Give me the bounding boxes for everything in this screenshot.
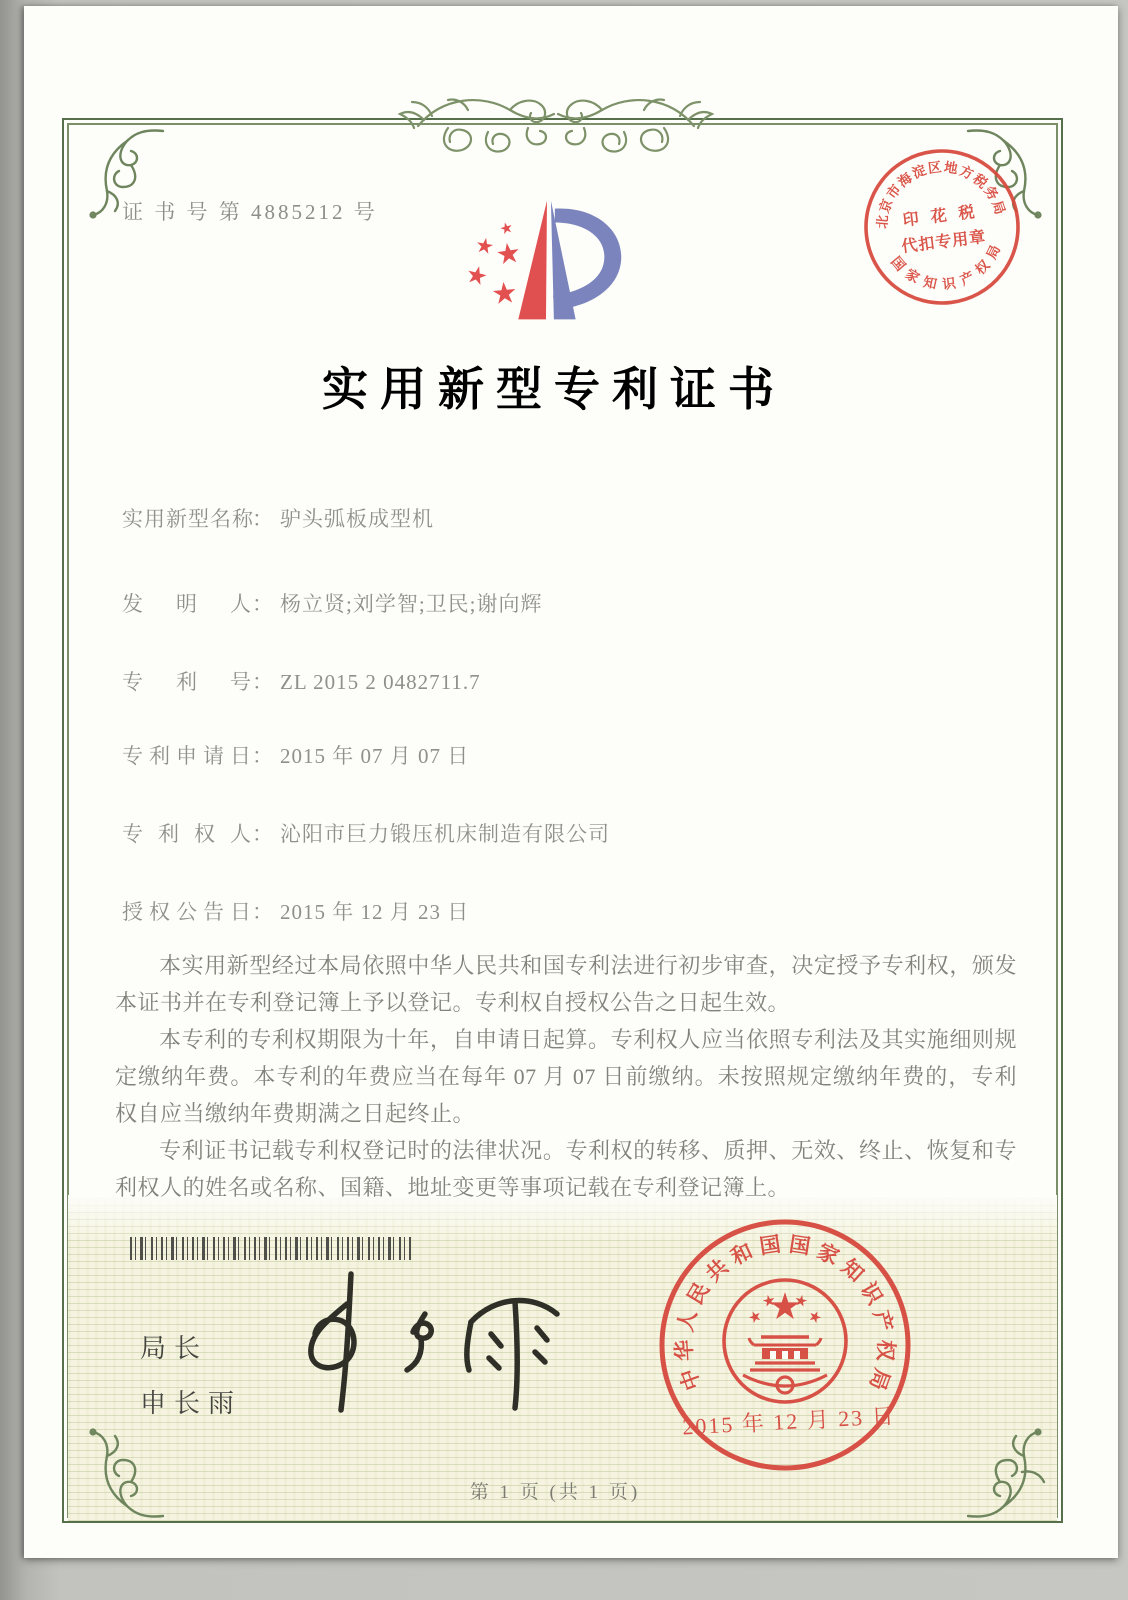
cnipa-seal xyxy=(653,1213,917,1477)
field-label: 专利权人 xyxy=(122,822,252,846)
svg-text:权: 权 xyxy=(972,257,993,278)
field-label: 专利号 xyxy=(122,670,252,694)
svg-text:人: 人 xyxy=(673,1307,702,1334)
svg-text:家: 家 xyxy=(902,266,923,286)
certificate-title: 实用新型专利证书 xyxy=(322,364,786,415)
field-label: 发明人 xyxy=(122,592,252,616)
svg-text:方: 方 xyxy=(957,162,976,183)
field-value: ZL 2015 2 0482711.7 xyxy=(280,670,481,694)
field-utility-model-name xyxy=(122,503,434,533)
field-grant-date xyxy=(122,896,469,926)
svg-text:和: 和 xyxy=(727,1238,757,1270)
field-colon: ： xyxy=(252,822,274,846)
page-number: 第 1 页 (共 1 页) xyxy=(469,1482,641,1503)
field-label: 授权公告日 xyxy=(122,900,252,924)
field-colon: ： xyxy=(252,592,274,616)
signer-name: 申长雨 xyxy=(140,1388,243,1418)
svg-text:华: 华 xyxy=(671,1339,697,1362)
svg-text:民: 民 xyxy=(682,1278,715,1309)
commissioner-signature xyxy=(275,1262,585,1417)
svg-text:地: 地 xyxy=(943,159,959,177)
tax-stamp xyxy=(850,135,1035,320)
field-value: 2015 年 12 月 23 日 xyxy=(280,900,470,924)
signer-block xyxy=(140,1328,242,1438)
paragraph-term-fees: 本专利的专利权期限为十年，自申请日起算。专利权人应当依照专利法及其实施细则规定缴纳年费。本专利的年费应当在每年 07 月 07 日前缴纳。未按照规定缴纳年费的，专利权自应当缴纳年费期满之日起终止。 xyxy=(115,1027,1017,1126)
svg-text:市: 市 xyxy=(883,181,904,202)
field-colon: ： xyxy=(252,507,274,531)
seal-date: 2015 年 12 月 23 日 xyxy=(681,1403,897,1440)
field-patent-number xyxy=(122,666,481,696)
paragraph-register: 专利证书记载专利权登记时的法律状况。专利权的转移、质押、无效、终止、恢复和专利权人的姓名或名称、国籍、地址变更等事项记载在专利登记簿上。 xyxy=(115,1138,1017,1200)
svg-text:产: 产 xyxy=(868,1307,897,1334)
svg-text:务: 务 xyxy=(981,183,1002,203)
national-emblem-icon xyxy=(724,1280,846,1402)
field-label: 专利申请日 xyxy=(122,744,252,768)
field-patentee xyxy=(122,818,610,848)
svg-text:识: 识 xyxy=(941,275,957,293)
signer-title: 局长 xyxy=(140,1333,209,1363)
certificate-page xyxy=(24,6,1118,1558)
svg-text:局: 局 xyxy=(864,1365,895,1394)
field-filing-date xyxy=(122,740,469,770)
svg-text:产: 产 xyxy=(957,268,977,289)
svg-text:识: 识 xyxy=(855,1278,888,1309)
svg-text:权: 权 xyxy=(873,1339,899,1362)
paragraph-grant: 本实用新型经过本局依照中华人民共和国专利法进行初步审查，决定授予专利权，颁发本证书并在专利登记簿上予以登记。专利权自授权公告之日起生效。 xyxy=(115,953,1017,1015)
svg-text:知: 知 xyxy=(836,1254,869,1287)
svg-text:国: 国 xyxy=(757,1232,783,1259)
field-value: 杨立贤;刘学智;卫民;谢向辉 xyxy=(280,592,543,616)
svg-text:家: 家 xyxy=(813,1238,843,1270)
svg-text:税: 税 xyxy=(970,170,991,192)
corner-flourish-icon xyxy=(966,1426,1061,1521)
svg-text:共: 共 xyxy=(701,1254,734,1287)
svg-text:局: 局 xyxy=(989,198,1008,217)
tax-stamp-line2: 代扣专用章 xyxy=(900,228,988,257)
body-text xyxy=(115,947,1017,1206)
svg-text:中: 中 xyxy=(675,1365,706,1394)
field-inventors xyxy=(122,588,543,618)
field-colon: ： xyxy=(252,670,274,694)
svg-text:国: 国 xyxy=(787,1232,813,1259)
corner-flourish-icon xyxy=(70,1426,165,1521)
tax-stamp-line1: 印 花 税 xyxy=(901,203,980,230)
field-colon: ： xyxy=(252,900,274,924)
field-value: 2015 年 07 月 07 日 xyxy=(280,744,470,768)
svg-text:京: 京 xyxy=(876,197,896,215)
field-colon: ： xyxy=(252,744,274,768)
dragon-ornament xyxy=(388,76,724,168)
svg-text:知: 知 xyxy=(921,274,939,292)
certificate-number: 证 书 号 第 4885212 号 xyxy=(122,200,378,224)
svg-text:局: 局 xyxy=(983,242,1004,262)
svg-text:区: 区 xyxy=(927,159,943,176)
field-label: 实用新型名称 xyxy=(122,507,254,531)
svg-text:国: 国 xyxy=(888,253,909,274)
svg-text:淀: 淀 xyxy=(909,162,929,182)
svg-text:北: 北 xyxy=(874,214,891,230)
field-value: 驴头弧板成型机 xyxy=(280,507,434,531)
field-value: 沁阳市巨力锻压机床制造有限公司 xyxy=(280,822,610,846)
svg-text:海: 海 xyxy=(895,169,915,191)
barcode xyxy=(130,1237,414,1260)
cnipa-logo-icon xyxy=(455,192,633,338)
